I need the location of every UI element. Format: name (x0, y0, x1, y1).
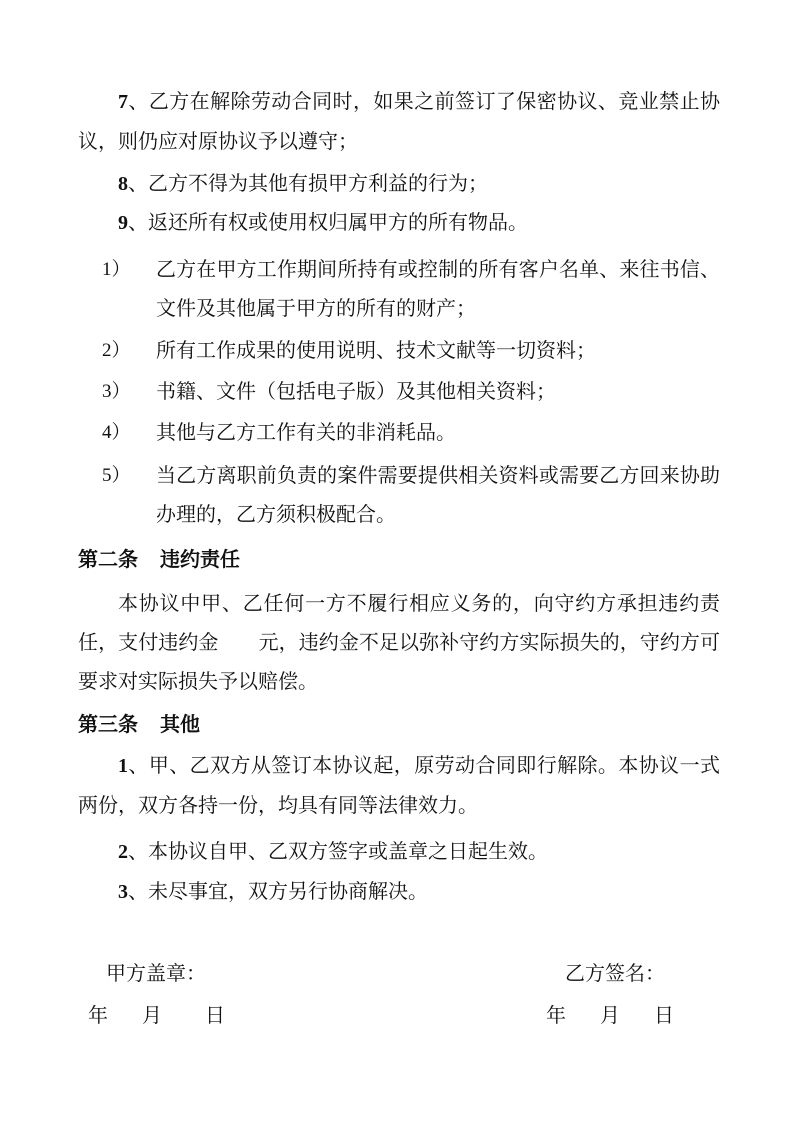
clause-number: 9 (118, 212, 128, 234)
date-year: 年 (88, 1003, 108, 1027)
clause-item-3-2 (78, 832, 720, 872)
date-day: 日 (654, 1003, 674, 1027)
sub-item-marker: 1） (102, 259, 131, 280)
sub-item-marker: 4） (102, 422, 131, 443)
sub-item-marker: 3） (102, 381, 131, 402)
section-label: 第三条 (78, 712, 138, 736)
party-a-date (88, 1000, 225, 1030)
clause-text: 、乙方在解除劳动合同时，如果之前签订了保密协议、竞业禁止协议，则仍应对原协议予以遵守； (78, 89, 720, 153)
clause-text: 、乙方不得为其他有损甲方利益的行为； (128, 171, 488, 195)
clause-text: 、未尽事宜，双方另行协商解决。 (128, 879, 428, 903)
sub-item-text: 书籍、文件（包括电子版）及其他相关资料； (156, 379, 556, 403)
party-a-seal-label: 甲方盖章： (106, 961, 206, 985)
sub-item-marker: 5） (102, 465, 131, 486)
clause-number: 1 (118, 755, 128, 777)
sub-item-4 (78, 413, 720, 452)
section-2-body: 本协议中甲、乙任何一方不履行相应义务的，向守约方承担违约责任，支付违约金 元，违约金不足以弥补守约方实际损失的，守约方可要求对实际损失予以赔偿。 (78, 591, 720, 693)
sub-item-2 (78, 331, 720, 370)
sub-item-text: 其他与乙方工作有关的非消耗品。 (156, 420, 456, 444)
date-day: 日 (205, 1003, 225, 1027)
party-b-date (546, 1000, 674, 1030)
section-3-heading (78, 705, 200, 744)
date-month: 月 (600, 1003, 620, 1027)
clause-number: 2 (118, 841, 128, 863)
sub-item-5 (78, 456, 720, 534)
sub-item-text: 所有工作成果的使用说明、技术文献等一切资料； (156, 338, 596, 362)
clause-number: 3 (118, 881, 128, 903)
clause-number: 7 (118, 91, 128, 113)
party-b-signature-label: 乙方签名： (565, 961, 665, 985)
section-title: 其他 (160, 712, 200, 736)
sub-item-text: 乙方在甲方工作期间所持有或控制的所有客户名单、来往书信、文件及其他属于甲方的所有的财产； (156, 257, 720, 320)
clause-item-3-3 (78, 872, 720, 912)
clause-text: 、返还所有权或使用权归属甲方的所有物品。 (128, 210, 528, 234)
sub-item-3 (78, 372, 720, 411)
clause-text: 、甲、乙双方从签订本协议起，原劳动合同即行解除。本协议一式两份，双方各持一份，均具有同等法律效力。 (78, 753, 720, 817)
clause-item-8 (78, 164, 720, 204)
sub-item-marker: 2） (102, 340, 131, 361)
sub-item-1 (78, 250, 720, 328)
clause-item-7 (78, 82, 720, 161)
section-2-heading (78, 540, 240, 579)
section-title: 违约责任 (160, 547, 240, 571)
date-month: 月 (142, 1003, 162, 1027)
date-year: 年 (546, 1003, 566, 1027)
section-label: 第二条 (78, 547, 138, 571)
clause-text: 、本协议自甲、乙双方签字或盖章之日起生效。 (128, 839, 548, 863)
clause-number: 8 (118, 173, 128, 195)
clause-item-9 (78, 203, 720, 243)
sub-item-text: 当乙方离职前负责的案件需要提供相关资料或需要乙方回来协助办理的，乙方须积极配合。 (156, 463, 720, 526)
clause-item-3-1 (78, 746, 720, 825)
